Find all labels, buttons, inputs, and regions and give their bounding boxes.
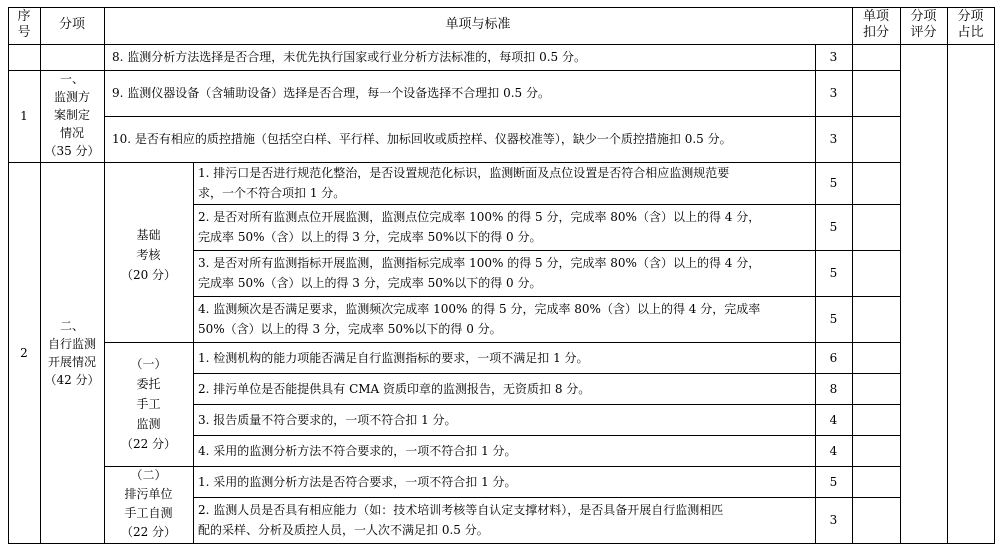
- header-standard: 单项与标准: [445, 17, 511, 32]
- criterion-points: 3: [829, 132, 838, 146]
- criterion-text: 10. 是否有相应的质控措施（包括空白样、平行样、加标回收或质控样、仪器校准等），缺少一个质控措施扣 0.5 分。: [112, 132, 732, 146]
- criterion-text: 1. 检测机构的能力项能否满足自行监测指标的要求，一项不满足扣 1 分。: [198, 351, 589, 365]
- grid-line: [815, 44, 816, 544]
- criterion-points: 3: [829, 513, 838, 527]
- section-seq: 2: [20, 346, 28, 360]
- criterion-text: 1. 排污口是否进行规范化整治，是否设置规范化标识，监测断面及点位设置是否符合相应监测规范要 求，一个不符合项扣 1 分。: [198, 166, 730, 200]
- criterion-text: 9. 监测仪器设备（含辅助设备）选择是否合理，每一个设备选择不合理扣 0.5 分。: [112, 86, 550, 100]
- grid-line: [104, 466, 901, 467]
- criterion-text: 4. 采用的监测分析方法不符合要求的，一项不符合扣 1 分。: [198, 444, 517, 458]
- grid-line: [8, 44, 995, 45]
- grid-line: [193, 204, 901, 205]
- header-category: 分项: [58, 17, 85, 32]
- criterion-points: 6: [829, 351, 838, 365]
- grid-line: [104, 342, 901, 343]
- group-name: （一） 委托 手工 监测 （22 分）: [120, 357, 177, 451]
- criterion-text: 1. 采用的监测分析方法是否符合要求，一项不符合扣 1 分。: [198, 475, 517, 489]
- criterion-points: 5: [829, 176, 838, 190]
- grid-line: [8, 7, 995, 8]
- criterion-text: 8. 监测分析方法选择是否合理，未优先执行国家或行业分析方法标准的，每项扣 0.5 分。: [112, 50, 586, 64]
- grid-line: [900, 7, 901, 544]
- grid-line: [193, 404, 901, 405]
- criterion-points: 3: [829, 86, 838, 100]
- grid-line: [193, 435, 901, 436]
- criterion-points: 5: [829, 312, 838, 326]
- grid-line: [8, 543, 995, 544]
- grid-line: [8, 7, 9, 544]
- grid-line: [193, 250, 901, 251]
- grid-line: [193, 373, 901, 374]
- grid-line: [193, 162, 194, 544]
- grid-line: [193, 296, 901, 297]
- grid-line: [8, 70, 901, 71]
- criterion-text: 4. 监测频次是否满足要求，监测频次完成率 100% 的得 5 分，完成率 80%（含）以上的得 4 分，完成率 50%（含）以上的得 3 分，完成率 50%以下的得 0 分。: [198, 302, 761, 336]
- criterion-points: 5: [829, 266, 838, 280]
- criterion-points: 8: [829, 382, 838, 396]
- criterion-text: 2. 是否对所有监测点位开展监测，监测点位完成率 100% 的得 5 分，完成率 80%（含）以上的得 4 分， 完成率 50%（含）以上的得 3 分，完成率 50%以下的得 0 分。: [198, 210, 761, 244]
- criterion-text: 3. 报告质量不符合要求的，一项不符合扣 1 分。: [198, 413, 457, 427]
- header-score: 分项 评分: [910, 9, 937, 40]
- section-category: 二、 自行监测 开展情况 （42 分）: [44, 319, 100, 387]
- criterion-text: 3. 是否对所有监测指标开展监测，监测指标完成率 100% 的得 5 分，完成率 80%（含）以上的得 4 分， 完成率 50%（含）以上的得 3 分，完成率 50%以下的得 0 分。: [198, 256, 761, 290]
- group-name: 基础 考核 （20 分）: [120, 228, 177, 282]
- criterion-points: 5: [829, 475, 838, 489]
- header-seq: 序 号: [17, 9, 31, 40]
- criterion-text: 2. 排污单位是否能提供具有 CMA 资质印章的监测报告，无资质扣 8 分。: [198, 382, 591, 396]
- criterion-points: 4: [829, 444, 838, 458]
- header-share: 分项 占比: [957, 9, 984, 40]
- header-deduction: 单项 扣分: [862, 9, 889, 40]
- group-name: （二） 排污单位 手工自测 （22 分）: [120, 468, 177, 539]
- grid-line: [852, 7, 853, 544]
- grid-line: [104, 116, 901, 117]
- grid-line: [994, 7, 995, 544]
- criterion-text: 2. 监测人员是否具有相应能力（如：技术培训考核等自认定支撑材料），是否具备开展自行监测相匹 配的采样、分析及质控人员，一人次不满足扣 0.5 分。: [198, 503, 724, 537]
- criterion-points: 5: [829, 220, 838, 234]
- criterion-points: 3: [829, 50, 838, 64]
- grid-line: [193, 497, 901, 498]
- section-seq: 1: [20, 109, 28, 123]
- section-category: 一、 监测方 案制定 情况 （35 分）: [44, 72, 100, 158]
- criterion-points: 4: [829, 413, 838, 427]
- grid-line: [947, 7, 948, 544]
